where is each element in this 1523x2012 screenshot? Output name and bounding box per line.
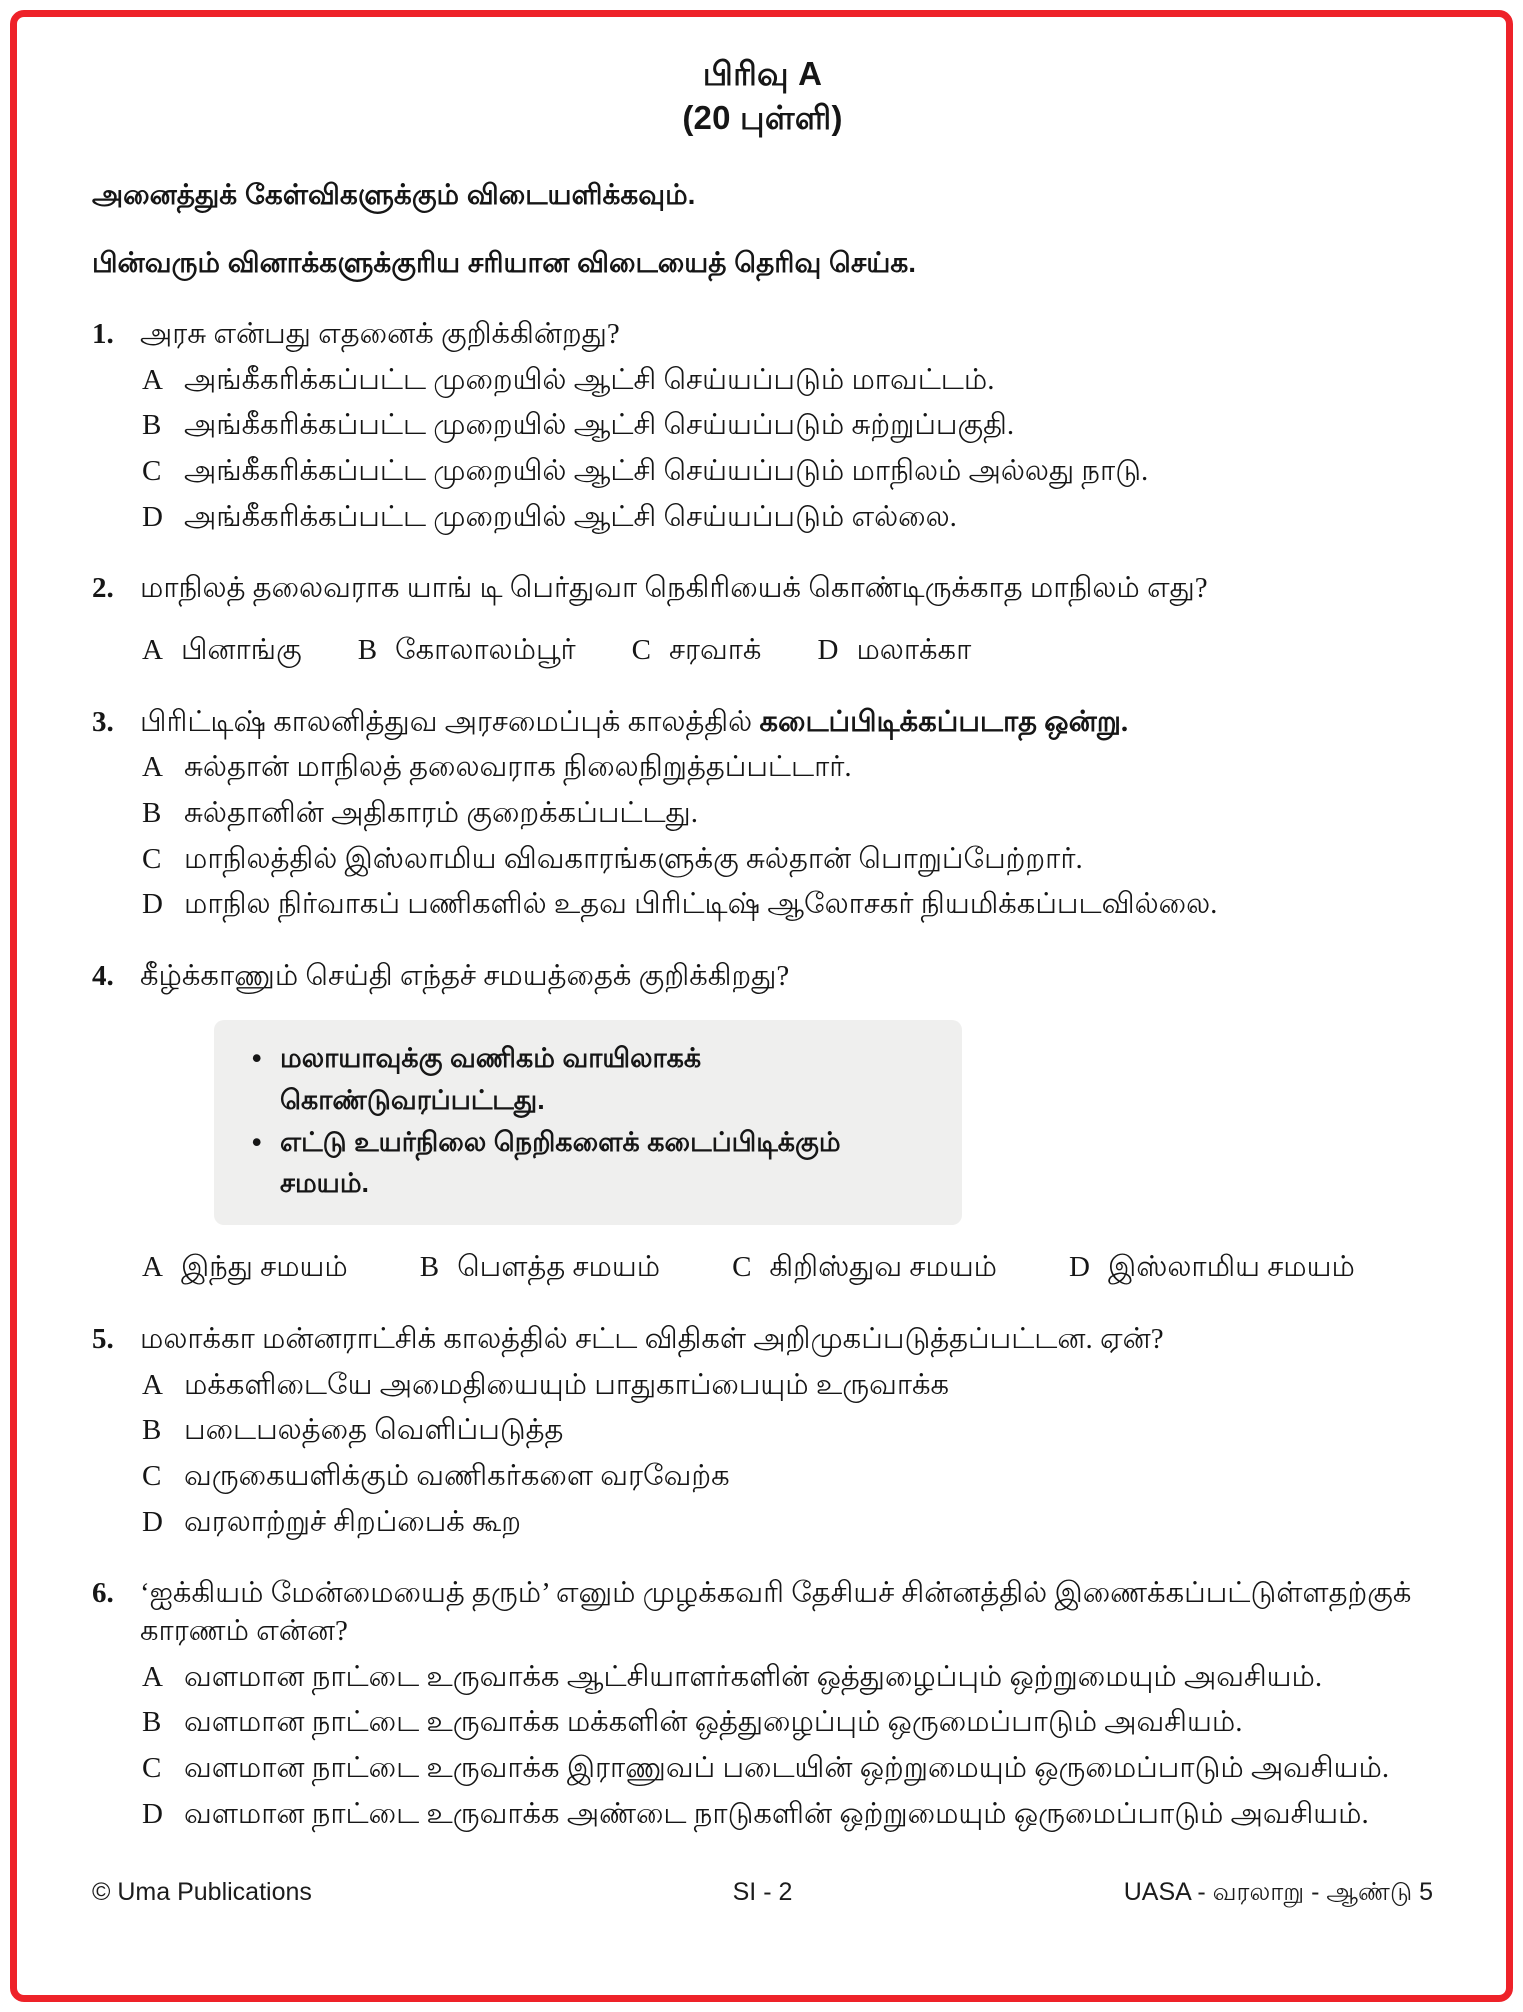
- option-text: மாநிலத்தில் இஸ்லாமிய விவகாரங்களுக்கு சுல்தான் பொறுப்பேற்றார்.: [184, 842, 1083, 875]
- option-row: [142, 886, 1433, 924]
- instructions: [92, 177, 1433, 282]
- option-letter: C: [732, 1251, 752, 1284]
- question-4: [92, 958, 1433, 1287]
- option-letter: D: [142, 1797, 163, 1830]
- option-text: இந்து சமயம்: [180, 1251, 348, 1284]
- info-box: [214, 1020, 962, 1225]
- option-letter: C: [142, 842, 162, 875]
- option-letter: D: [142, 1505, 163, 1538]
- section-title: பிரிவு A: [702, 55, 823, 92]
- option-letter: A: [142, 363, 163, 396]
- instruction-line: பின்வரும் வினாக்களுக்குரிய சரியான விடையைத் தெரிவு செய்க.: [92, 247, 917, 279]
- options-list: [142, 1249, 1433, 1287]
- option-letter: C: [142, 454, 162, 487]
- info-box-bullet: • எட்டு உயர்நிலை நெறிகளைக் கடைப்பிடிக்கும் சமயம்.: [248, 1122, 932, 1206]
- option-text: பௌத்த சமயம்: [457, 1251, 661, 1284]
- question-6: [92, 1575, 1433, 1833]
- option-row: [142, 1504, 1433, 1542]
- option-letter: A: [142, 751, 163, 784]
- option-row: [142, 1750, 1433, 1788]
- footer-publisher: © Uma Publications: [92, 1878, 312, 1906]
- option-text: அங்கீகரிக்கப்பட்ட முறையில் ஆட்சி செய்யப்படும் சுற்றுப்பகுதி.: [184, 409, 1015, 442]
- option-text: வளமான நாட்டை உருவாக்க இராணுவப் படையின் ஒற்றுமையும் ஒருமைப்பாடும் அவசியம்.: [184, 1752, 1390, 1785]
- option-text: வளமான நாட்டை உருவாக்க அண்டை நாடுகளின் ஒற்றுமையும் ஒருமைப்பாடும் அவசியம்.: [184, 1797, 1369, 1830]
- option-letter: B: [357, 634, 378, 666]
- question-text: மாநிலத் தலைவராக யாங் டி பெர்துவா நெகிரியைக் கொண்டிருக்காத மாநிலம் எது?: [140, 572, 1208, 605]
- option-text: மலாக்கா: [856, 634, 972, 666]
- options-list: [142, 632, 1433, 670]
- option-letter: A: [142, 1660, 163, 1693]
- option-row: [817, 632, 971, 670]
- option-text: மாநில நிர்வாகப் பணிகளில் உதவ பிரிட்டிஷ் ஆலோசகர் நியமிக்கப்படவில்லை.: [184, 888, 1218, 921]
- question-number: 5.: [92, 1322, 114, 1355]
- option-text: சுல்தான் மாநிலத் தலைவராக நிலைநிறுத்தப்பட்டார்.: [184, 751, 852, 784]
- question-number: 4.: [92, 960, 114, 993]
- options-list: [142, 749, 1433, 924]
- option-text: இஸ்லாமிய சமயம்: [1107, 1251, 1355, 1284]
- option-text: சரவாக்: [668, 634, 762, 666]
- option-row: [142, 499, 1433, 537]
- option-row: [142, 1412, 1433, 1450]
- option-letter: B: [142, 1414, 162, 1447]
- option-letter: C: [631, 634, 651, 666]
- option-text: மக்களிடையே அமைதியையும் பாதுகாப்பையும் உருவாக்க: [184, 1368, 950, 1401]
- option-text: வருகையளிக்கும் வணிகர்களை வரவேற்க: [184, 1459, 730, 1492]
- question-1: [92, 316, 1433, 536]
- option-text: பினாங்கு: [180, 634, 302, 666]
- options-list: [142, 1367, 1433, 1542]
- question-text: மலாக்கா மன்னராட்சிக் காலத்தில் சட்ட விதிகள் அறிமுகப்படுத்தப்பட்டன. ஏன்?: [140, 1322, 1164, 1355]
- question-text: [140, 704, 1433, 742]
- question-text: கீழ்க்காணும் செய்தி எந்தச் சமயத்தைக் குறிக்கிறது?: [140, 960, 790, 993]
- options-list: [142, 1659, 1433, 1834]
- option-text: வளமான நாட்டை உருவாக்க மக்களின் ஒத்துழைப்பும் ஒருமைப்பாடும் அவசியம்.: [184, 1706, 1243, 1739]
- footer-exam-label: UASA - வரலாறு - ஆண்டு 5: [1123, 1878, 1433, 1906]
- options-list: [142, 362, 1433, 537]
- question-number: 1.: [92, 317, 114, 350]
- option-letter: A: [142, 634, 163, 666]
- option-row: [358, 632, 576, 670]
- option-row: [142, 841, 1433, 879]
- option-row: [420, 1249, 660, 1287]
- option-row: [142, 362, 1433, 400]
- option-row: [732, 1249, 997, 1287]
- page-footer: [92, 1878, 1433, 1910]
- option-row: [142, 1458, 1433, 1496]
- question-number: 6.: [92, 1577, 114, 1610]
- option-letter: D: [142, 500, 163, 533]
- question-text-normal: பிரிட்டிஷ் காலனித்துவ அரசமைப்புக் காலத்தில்: [140, 705, 760, 738]
- option-row: [142, 1796, 1433, 1834]
- footer-page-code: SI - 2: [732, 1878, 793, 1906]
- option-row: [142, 407, 1433, 445]
- question-number: 2.: [92, 572, 114, 605]
- option-letter: B: [142, 797, 162, 830]
- option-letter: A: [142, 1368, 163, 1401]
- info-box-bullet: • மலாயாவுக்கு வணிகம் வாயிலாகக் கொண்டுவரப்பட்டது.: [248, 1038, 932, 1122]
- option-letter: C: [142, 1752, 162, 1785]
- option-row: [142, 1367, 1433, 1405]
- option-letter: D: [142, 888, 163, 921]
- question-text-bold: கடைப்பிடிக்கப்படாத ஒன்று.: [759, 705, 1129, 738]
- option-text: வரலாற்றுச் சிறப்பைக் கூற: [184, 1505, 521, 1538]
- option-text: படைபலத்தை வெளிப்படுத்த: [184, 1414, 564, 1447]
- option-row: [1069, 1249, 1355, 1287]
- section-header: [92, 52, 1433, 139]
- question-number: 3.: [92, 705, 114, 738]
- page-content: [92, 52, 1433, 1833]
- option-letter: B: [142, 409, 162, 442]
- option-row: [142, 1659, 1433, 1697]
- option-letter: D: [1069, 1251, 1090, 1284]
- option-text: வளமான நாட்டை உருவாக்க ஆட்சியாளர்களின் ஒத்துழைப்பும் ஒற்றுமையும் அவசியம்.: [184, 1660, 1323, 1693]
- option-text: அங்கீகரிக்கப்பட்ட முறையில் ஆட்சி செய்யப்படும் மாநிலம் அல்லது நாடு.: [184, 454, 1149, 487]
- option-text: கோலாலம்பூர்: [395, 634, 576, 666]
- option-letter: A: [142, 1251, 163, 1284]
- question-5: [92, 1321, 1433, 1541]
- option-row: [142, 1704, 1433, 1742]
- question-3: [92, 704, 1433, 924]
- instruction-line: அனைத்துக் கேள்விகளுக்கும் விடையளிக்கவும்.: [92, 179, 696, 211]
- option-row: [142, 1249, 348, 1287]
- section-points: (20 புள்ளி): [682, 98, 843, 136]
- option-row: [142, 795, 1433, 833]
- option-row: [142, 749, 1433, 787]
- option-text: அங்கீகரிக்கப்பட்ட முறையில் ஆட்சி செய்யப்படும் மாவட்டம்.: [184, 363, 995, 396]
- option-text: அங்கீகரிக்கப்பட்ட முறையில் ஆட்சி செய்யப்படும் எல்லை.: [184, 500, 957, 533]
- option-row: [142, 632, 302, 670]
- option-row: [142, 453, 1433, 491]
- option-letter: C: [142, 1459, 162, 1492]
- option-row: [632, 632, 762, 670]
- option-letter: B: [142, 1706, 162, 1739]
- option-text: கிறிஸ்துவ சமயம்: [769, 1251, 998, 1284]
- option-text: சுல்தானின் அதிகாரம் குறைக்கப்பட்டது.: [184, 797, 698, 830]
- option-letter: D: [817, 634, 839, 666]
- question-2: [92, 570, 1433, 669]
- question-text: அரசு என்பது எதனைக் குறிக்கின்றது?: [140, 317, 620, 350]
- question-text: ‘ஐக்கியம் மேன்மையைத் தரும்’ எனும் முழக்கவரி தேசியச் சின்னத்தில் இணைக்கப்பட்டுள்ளதற்குக் காரணம் என்ன?: [140, 1577, 1412, 1647]
- option-letter: B: [419, 1251, 440, 1284]
